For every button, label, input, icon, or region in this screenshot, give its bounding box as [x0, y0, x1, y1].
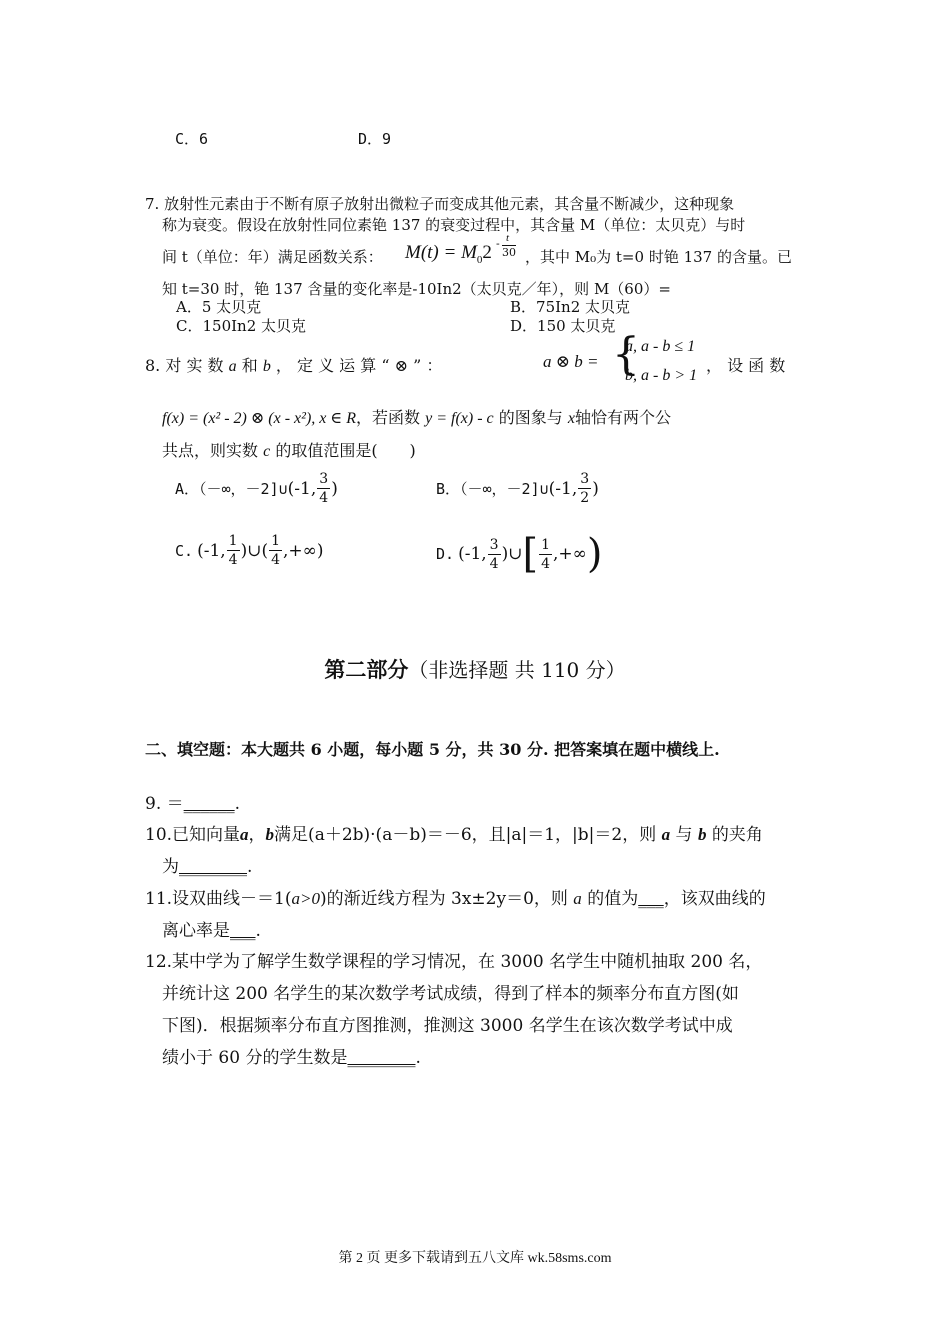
q8-optC-num1: 1	[228, 533, 238, 549]
q10-sep: ，	[248, 825, 266, 845]
q8-brace: {	[612, 329, 640, 380]
q8-optC-den2: 4	[271, 552, 281, 568]
q11-blank-1: ___	[638, 889, 664, 909]
part-2-title: 第二部分	[324, 658, 409, 682]
part-2-subtitle: （非选择题 共 110 分）	[408, 658, 626, 682]
q7-line-3-pre: 间 t（单位：年）满足函数关系：	[162, 248, 383, 266]
q6-option-d: D．9	[358, 130, 392, 148]
q8-option-a	[175, 472, 338, 505]
q11-line1-end: ，该双曲线的	[663, 889, 766, 909]
q8-optB-left: (-1,	[548, 478, 578, 499]
q9-end: .	[234, 794, 241, 814]
q12-line-3: 下图)．根据频率分布直方图推测，推测这 3000 名学生在该次数学考试中成	[162, 1016, 733, 1036]
q10-blank: ________	[179, 857, 247, 877]
q8-option-b	[436, 472, 599, 505]
section-2-heading: 二、填空题：本大题共 6 小题，每小题 5 分，共 30 分. 把答案填在题中横线上.	[145, 740, 720, 759]
q12-line-4	[162, 1043, 421, 1068]
q8-optC-pre: C.	[175, 541, 194, 560]
q10-line-2	[162, 852, 252, 877]
part-2-heading	[0, 654, 950, 684]
q10-vec-a: a	[240, 825, 249, 844]
q8-optD-pre: D.	[436, 545, 455, 563]
q8-optA-den: 4	[319, 490, 329, 506]
q7-exp-num: t	[506, 232, 510, 244]
q9-blank: ______	[183, 794, 235, 814]
q8-line-2	[162, 405, 671, 428]
q11-line-2	[162, 916, 261, 941]
q8-line-3	[162, 438, 416, 461]
q7-formula	[405, 242, 492, 266]
q10-vec-a2: a	[661, 825, 671, 844]
q8-prefix: 8. 对 实 数	[145, 356, 224, 375]
q8-optB-den: 2	[580, 490, 590, 506]
q7-line-4: 知 t=30 时，铯 137 含量的变化率是-10In2（太贝克／年），则 M（60）=	[162, 280, 671, 298]
q8-line-1a	[145, 353, 442, 376]
q11-asymptote: )的渐近线方程为 3x±2y＝0，则	[319, 889, 568, 909]
q7-formula-base: 2	[482, 242, 492, 263]
q8-optD-den1: 4	[489, 555, 499, 572]
q10-cond-pre: 满足(	[274, 825, 315, 845]
q12-line4-pre: 绩小于 60 分的学生数是	[162, 1048, 348, 1068]
q8-optD-left: (-1,	[458, 544, 487, 564]
q8-optA-right: )	[331, 478, 338, 499]
q10-vec-b: b	[265, 825, 275, 844]
q10-angle: 的夹角	[711, 825, 763, 845]
q8-optB-num: 3	[580, 471, 590, 487]
q7-option-b: B．75In2 太贝克	[510, 298, 631, 316]
q8-optC-mid: )∪(	[240, 540, 269, 561]
q9-text: 9. ＝	[145, 794, 184, 814]
q8-optD-frac2	[539, 538, 552, 571]
q7-formula-sub: 0	[476, 253, 483, 266]
q12-blank: ________	[347, 1048, 416, 1068]
q8-line2-tail: 轴恰有两个公	[574, 408, 671, 427]
question-9	[145, 789, 240, 814]
q11-prefix: 11.设双曲线－＝1(	[145, 889, 292, 909]
q11-line-1	[145, 884, 766, 909]
q8-optD-num2: 1	[541, 536, 551, 553]
q7-line-2: 称为衰变。假设在放射性同位素铯 137 的衰变过程中，其含量 M（单位：太贝克）与时	[162, 216, 746, 234]
q10-line-1	[145, 820, 763, 845]
q8-optC-right: ,+∞)	[283, 540, 324, 561]
q8-line3-a: 共点，则实数	[162, 441, 259, 460]
q8-optD-left-bracket: [	[522, 531, 539, 577]
q8-option-d	[436, 531, 603, 577]
q8-optA-left: (-1,	[287, 478, 317, 499]
q10-expr: a＋2b)·(a－b)＝－6，且|a|＝1，|b|＝2，则	[314, 825, 657, 845]
q11-eccentricity: 离心率是	[162, 921, 230, 941]
q8-optD-mid: )∪	[501, 544, 523, 564]
q12-line-1: 12.某中学为了解学生数学课程的学习情况，在 3000 名学生中随机抽取 200 名，	[145, 952, 763, 972]
q8-and: 和	[241, 356, 258, 375]
q7-formula-main: M(t) = M	[405, 242, 477, 263]
q10-prefix: 10.已知向量	[145, 825, 241, 845]
q8-optD-right-paren: )	[586, 531, 603, 577]
q8-var-a: a	[228, 358, 237, 375]
q8-op-expr: a ⊗ b =	[543, 352, 599, 371]
q8-optD-den2: 4	[541, 555, 551, 572]
q8-optB-pre: B．（－∞，－2]∪	[436, 480, 549, 498]
q8-optA-num: 3	[319, 471, 329, 487]
q8-optA-pre: A．（－∞，－2]∪	[175, 480, 288, 498]
q10-line2-pre: 为	[162, 857, 179, 877]
q8-optC-den1: 4	[228, 552, 238, 568]
q7-option-c: C．150In2 太贝克	[176, 317, 307, 335]
q7-line-1: 7. 放射性元素由于不断有原子放射出微粒子而变成其他元素，其含量不断减少，这种现象	[145, 195, 735, 213]
q7-line-3-post: ，其中 M₀为 t=0 时铯 137 的含量。已	[525, 248, 792, 266]
q8-case-2: b, a - b > 1	[625, 367, 698, 384]
q11-value-of: 的值为	[587, 889, 639, 909]
q8-optC-left: (-1,	[197, 540, 226, 561]
q8-op-def: ， 定 义 运 算 “ ⊗ ” ：	[275, 356, 443, 375]
q10-line2-end: .	[247, 857, 253, 877]
q8-optD-frac1	[488, 538, 501, 571]
q10-with: 与	[675, 825, 693, 845]
q8-x-axis: x	[567, 410, 575, 427]
q8-option-c	[175, 534, 323, 567]
q11-line2-end: .	[255, 921, 261, 941]
q8-y-expr: y = f(x) - c	[425, 410, 494, 427]
q8-case-1: a, a - b ≤ 1	[625, 338, 696, 355]
q8-line2-end: 的图象与	[498, 408, 563, 427]
q8-optD-num1: 3	[489, 536, 499, 553]
q11-cond: a>0	[291, 889, 320, 908]
q8-var-b: b	[262, 358, 271, 375]
q8-fx: f(x) = (x² - 2) ⊗ (x - x²), x ∈ R	[162, 410, 356, 427]
q8-var-c: c	[263, 443, 271, 460]
q7-option-d: D．150 太贝克	[510, 317, 616, 335]
q11-var-a: a	[573, 889, 582, 908]
q8-optA-frac	[317, 472, 330, 505]
q8-optB-right: )	[592, 478, 599, 499]
q7-exp-sign: -	[496, 237, 500, 250]
q7-exp-den: 30	[502, 246, 516, 259]
q8-optB-frac	[578, 472, 591, 505]
q6-option-c: C．6	[175, 130, 209, 148]
q7-option-a: A．5 太贝克	[176, 298, 262, 316]
page-footer: 第 2 页 更多下载请到五八文库 wk.58sms.com	[338, 1251, 612, 1266]
q10-vec-b2: b	[697, 825, 707, 844]
q8-line3-b: 的取值范围是( )	[275, 441, 416, 460]
q12-line-2: 并统计这 200 名学生的某次数学考试成绩，得到了样本的频率分布直方图(如	[162, 984, 739, 1004]
q8-line-1c: ， 设 函 数	[706, 356, 786, 375]
q8-optC-frac2	[269, 534, 282, 567]
q8-optD-right: ,+∞	[553, 544, 587, 564]
q8-line2-mid: ，若函数	[356, 408, 421, 427]
q11-blank-2: ___	[230, 921, 256, 941]
q12-line4-end: .	[415, 1048, 421, 1068]
q8-optC-num2: 1	[271, 533, 281, 549]
q8-optC-frac1	[227, 534, 240, 567]
